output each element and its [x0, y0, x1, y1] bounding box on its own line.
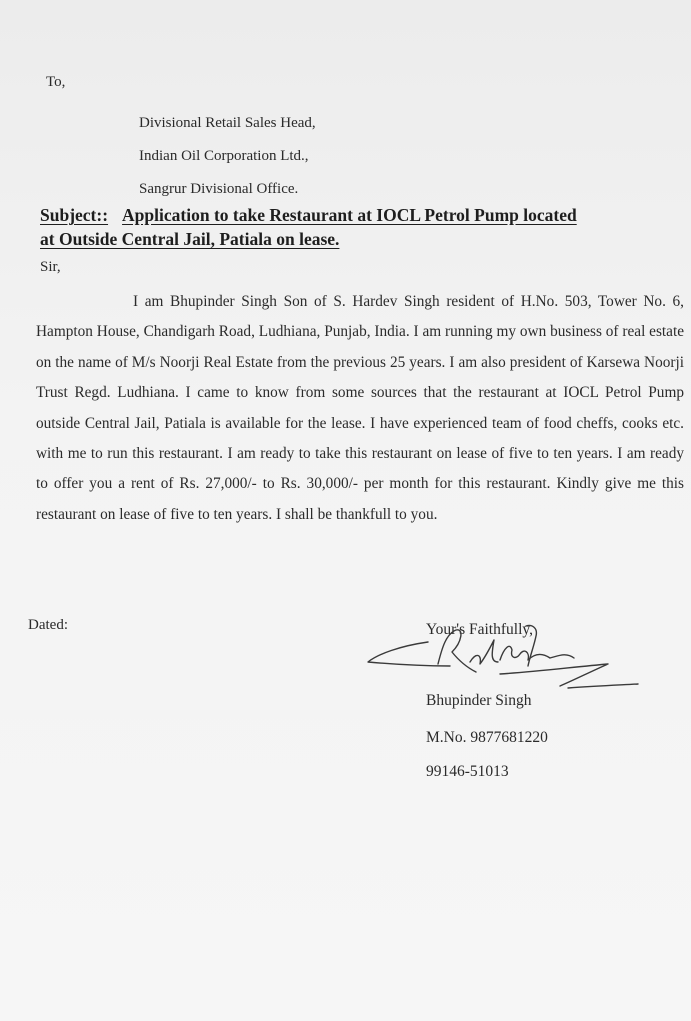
- dated-label: Dated:: [28, 617, 68, 633]
- recipient-to: To,: [46, 74, 66, 90]
- subject-line-2: [40, 227, 688, 251]
- subject-label: Subject::: [40, 205, 109, 225]
- mobile-number-1: M.No. 9877681220: [426, 729, 548, 746]
- address-line: Divisional Retail Sales Head,: [139, 115, 316, 131]
- signer-name: Bhupinder Singh: [426, 692, 532, 709]
- subject: [40, 203, 688, 251]
- mobile-number-2: 99146-51013: [426, 763, 509, 780]
- subject-text-1: Application to take Restaurant at IOCL Petrol Pump located: [122, 205, 577, 225]
- address-line: Sangrur Divisional Office.: [139, 181, 299, 197]
- handwritten-signature: [360, 612, 645, 702]
- subject-line-1: [40, 203, 688, 227]
- recipient-address: [139, 107, 316, 206]
- address-line: Indian Oil Corporation Ltd.,: [139, 148, 309, 164]
- subject-text-2: at Outside Central Jail, Patiala on lease.: [40, 229, 340, 249]
- letter-body: I am Bhupinder Singh Son of S. Hardev Singh resident of H.No. 503, Tower No. 6, Hampton House, Chandigarh Road, Ludhiana, Punjab, India. I am running my own business of real estate on the name of M/s Noorji Real Estate from the previous 25 years. I am also president of Karsewa Noorji Trust Regd. Ludhiana. I came to know from some sources that the restaurant at IOCL Petrol Pump outside Central Jail, Patiala is available for the lease. I have experienced team of food cheffs, cooks etc. with me to run this restaurant. I am ready to take this restaurant on lease of five to ten years. I am ready to offer you a rent of Rs. 27,000/- to Rs. 30,000/- per month for this restaurant. Kindly give me this restaurant on lease of five to ten years. I shall be thankfull to you.: [36, 293, 684, 523]
- closing: Your's Faithfully,: [426, 621, 534, 638]
- salutation: Sir,: [40, 259, 61, 275]
